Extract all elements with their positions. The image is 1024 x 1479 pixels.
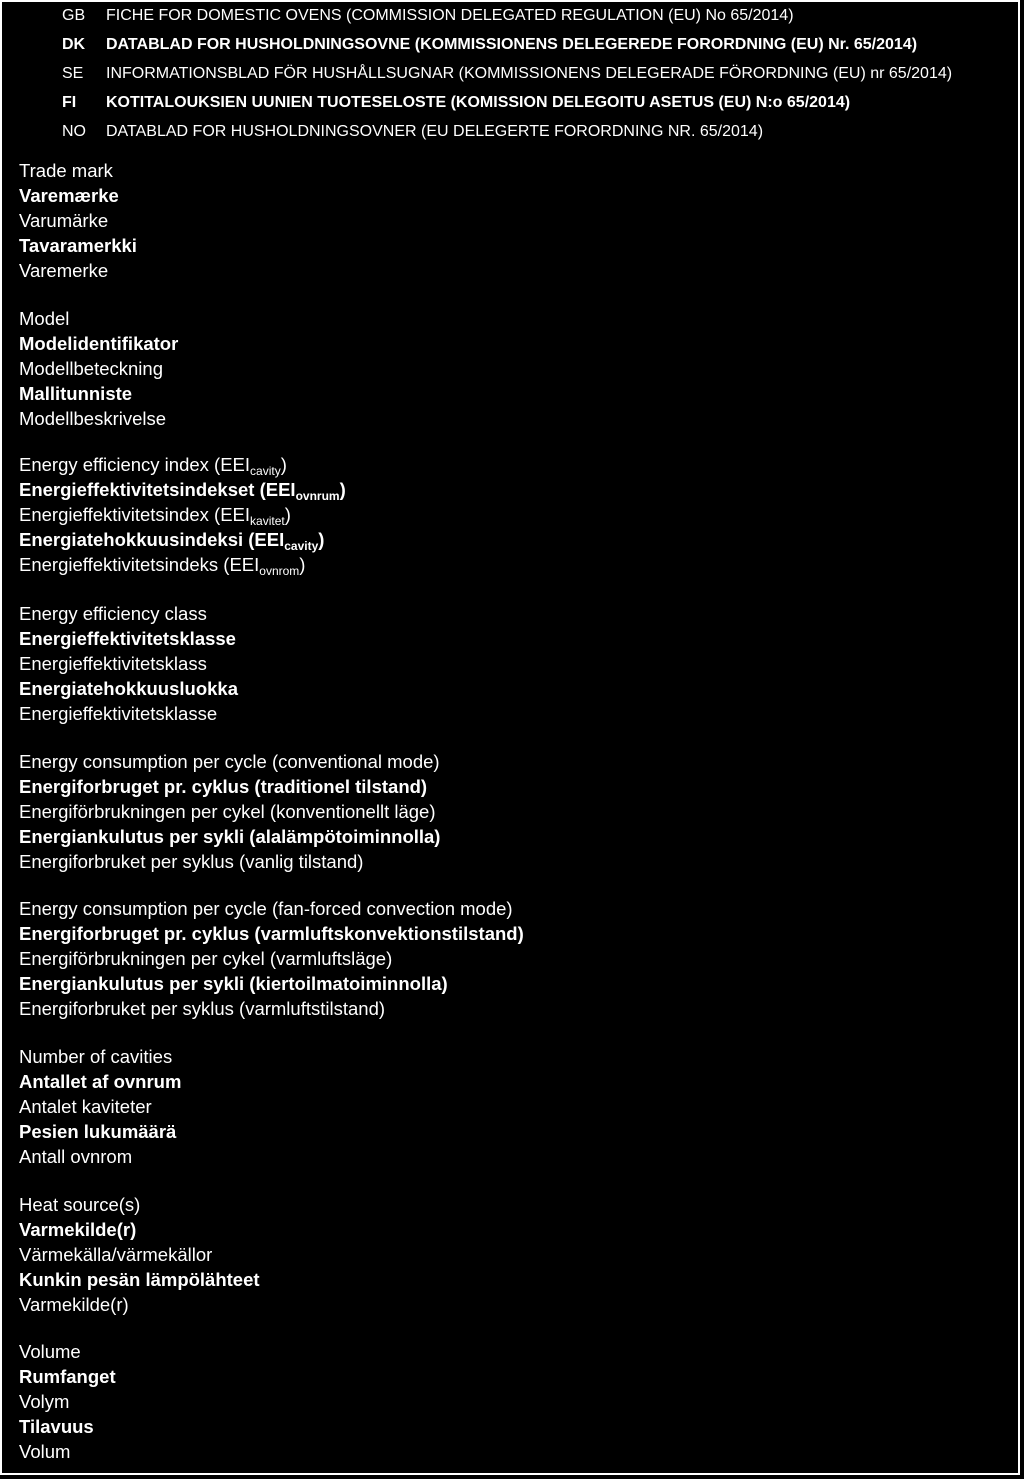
section-consumption-conventional: [19, 749, 440, 874]
label-fi: Energiatehokkuusindeksi $(EEI_{cavity})$: [19, 529, 325, 553]
label-no: Energiforbruket per syklus (varmluftstilstand): [19, 998, 386, 1019]
label-fi: Energiankulutus per sykli (kiertoilmatoiminnolla): [19, 973, 448, 994]
label-en: Energy efficiency class: [19, 603, 207, 624]
label-se: Energieffektivitetsindex $(EEI_{kavitet})$: [19, 504, 291, 528]
label-no: Modellbeskrivelse: [19, 408, 167, 429]
label-en: Energy consumption per cycle (conventional mode): [19, 751, 440, 772]
label-en: Volume: [19, 1341, 81, 1362]
section-consumption-fan-forced: [19, 896, 524, 1021]
header-title: DATABLAD FOR HUSHOLDNINGSOVNER (EU DELEGERTE FORORDNING NR. 65/2014): [106, 123, 764, 140]
label-se: Värmekälla/värmekällor: [19, 1244, 213, 1265]
section-model: [19, 306, 178, 431]
section-volume: [19, 1339, 116, 1464]
label-dk: Rumfanget: [19, 1366, 116, 1387]
label-fi: Tilavuus: [19, 1416, 94, 1437]
language-code: DK: [62, 36, 86, 53]
language-code: NO: [62, 123, 86, 140]
label-en: Number of cavities: [19, 1046, 173, 1067]
label-no: Energieffektivitetsindeks $(EEI_{ovnrom})$: [19, 554, 306, 578]
label-dk: Energiforbruget pr. cyklus (varmluftskonvektionstilstand): [19, 923, 524, 944]
header-title: FICHE FOR DOMESTIC OVENS (COMMISSION DELEGATED REGULATION (EU) No 65/2014): [106, 7, 794, 24]
header-title: INFORMATIONSBLAD FÖR HUSHÅLLSUGNAR (KOMMISSIONENS DELEGERADE FÖRORDNING (EU) nr 65/2014): [106, 65, 953, 82]
language-code: SE: [62, 65, 84, 82]
label-fi: Tavaramerkki: [19, 235, 137, 256]
label-se: Antalet kaviteter: [19, 1096, 152, 1117]
header-title: KOTITALOUKSIEN UUNIEN TUOTESELOSTE (KOMISSION DELEGOITU ASETUS (EU) N:o 65/2014): [106, 94, 851, 111]
header-title: DATABLAD FOR HUSHOLDNINGSOVNE (KOMMISSIONENS DELEGEREDE FORORDNING (EU) Nr. 65/2014): [106, 36, 918, 53]
label-dk: Energieffektivitetsklasse: [19, 628, 236, 649]
label-no: Volum: [19, 1441, 71, 1462]
label-no: Energieffektivitetsklasse: [19, 703, 218, 724]
language-code: FI: [62, 94, 77, 111]
label-en: Energy efficiency index $(EEI_{cavity})$: [19, 454, 287, 478]
label-no: Energiforbruket per syklus (vanlig tilstand): [19, 851, 364, 872]
label-dk: Modelidentifikator: [19, 333, 179, 354]
label-se: Energiförbrukningen per cykel (konventionellt läge): [19, 801, 436, 822]
label-en: Model: [19, 308, 70, 329]
label-fi: Mallitunniste: [19, 383, 133, 404]
label-en: Energy consumption per cycle (fan-forced convection mode): [19, 898, 513, 919]
label-dk: Varemærke: [19, 185, 119, 206]
label-fi: Energiatehokkuusluokka: [19, 678, 238, 699]
label-fi: Pesien lukumäärä: [19, 1121, 177, 1142]
label-fi: Kunkin pesän lämpölähteet: [19, 1269, 260, 1290]
label-dk: Antallet af ovnrum: [19, 1071, 182, 1092]
label-no: Antall ovnrom: [19, 1146, 133, 1167]
label-no: Varmekilde(r): [19, 1294, 129, 1315]
label-se: Modellbeteckning: [19, 358, 163, 379]
label-se: Energieffektivitetsklass: [19, 653, 207, 674]
label-en: Heat source(s): [19, 1194, 141, 1215]
label-dk: Varmekilde(r): [19, 1219, 137, 1240]
label-se: Varumärke: [19, 210, 109, 231]
section-trade-mark: [19, 158, 137, 283]
section-number-of-cavities: [19, 1044, 181, 1169]
section-energy-efficiency-index: [19, 452, 346, 577]
language-code: GB: [62, 7, 86, 24]
label-fi: Energiankulutus per sykli (alalämpötoiminnolla): [19, 826, 441, 847]
section-heat-source: [19, 1192, 260, 1317]
label-se: Volym: [19, 1391, 70, 1412]
label-dk: Energieffektivitetsindekset $(EEI_{ovnrum})$: [19, 479, 346, 503]
label-dk: Energiforbruget pr. cyklus (traditionel tilstand): [19, 776, 428, 797]
section-energy-efficiency-class: [19, 601, 238, 726]
label-se: Energiförbrukningen per cykel (varmluftsläge): [19, 948, 393, 969]
label-en: Trade mark: [19, 160, 113, 181]
label-no: Varemerke: [19, 260, 109, 281]
